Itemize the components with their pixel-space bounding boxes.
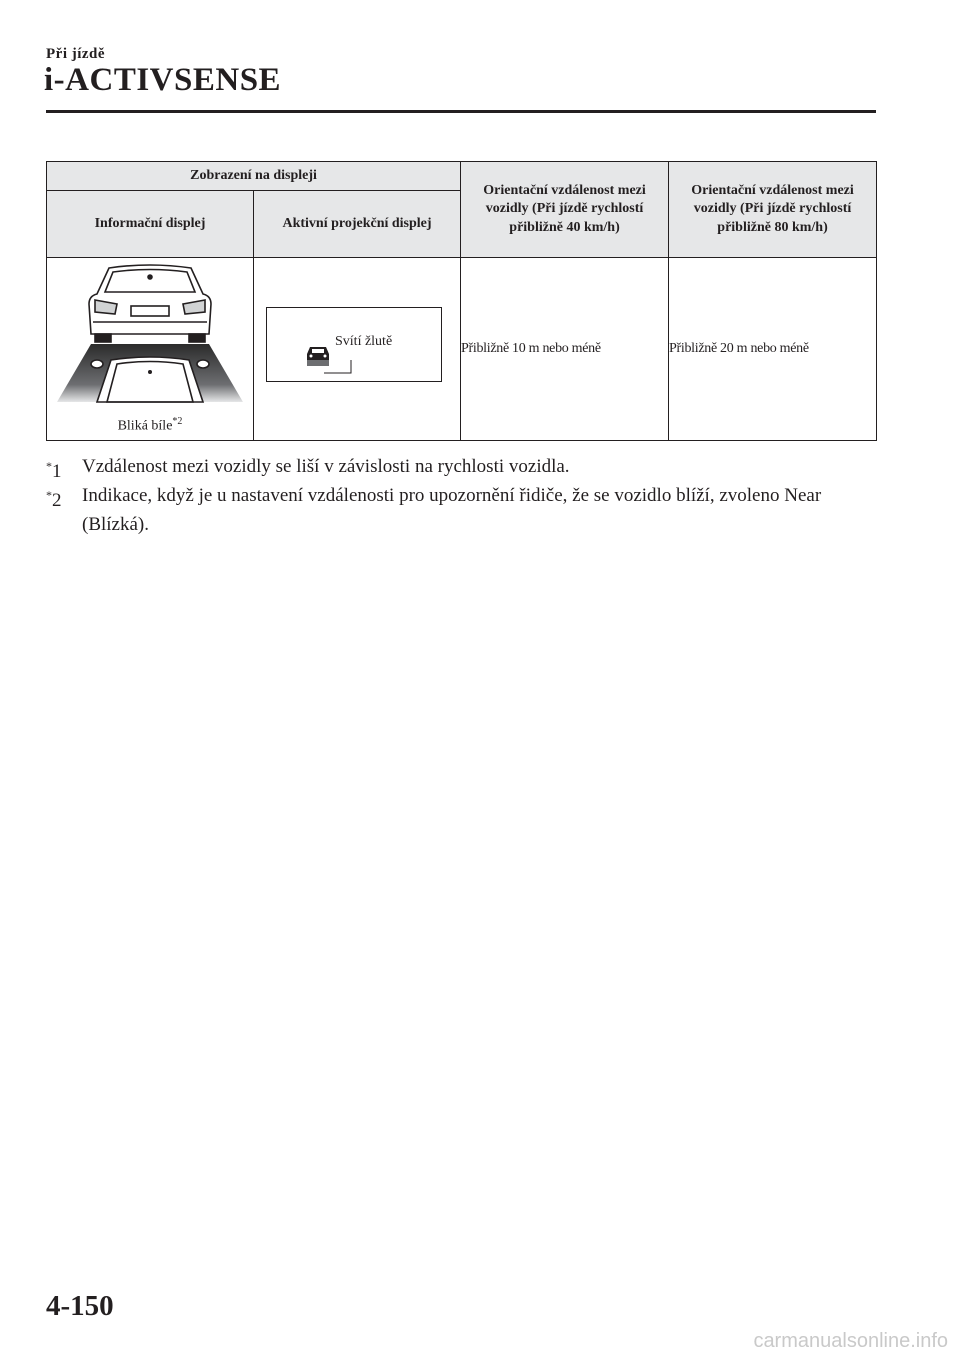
page-number: 4-150 [46,1290,114,1322]
info-display-header: Informační displej [47,191,254,258]
info-caption: Bliká bíle$^{*2}$ [117,416,183,434]
table-row [47,258,877,441]
footnote-2: *2 Indikace, když je u nastavení vzdálenosti pro upozornění řidiče, že se vozidlo blíží, zvoleno Near (Blízká). [46,485,822,535]
hud-caption: Svítí žlutě [335,334,393,349]
vehicle-distance-illustration [51,260,249,412]
distance-40-header: Orientační vzdálenost mezi vozidly (Při jízdě rychlostí přibližně 40 km/h) [461,162,669,258]
lead-car-icon [89,265,211,342]
callout-leader [323,360,353,374]
info-display-cell [47,258,254,441]
footnote-ref: *2 [172,416,183,427]
hud-screen [266,307,442,382]
hud-cell [254,258,461,441]
footnote-1: *1 Vzdálenost mezi vozidly se liší v závislosti na rychlosti vozidla. [46,456,570,482]
hud-header: Aktivní projekční displej [254,191,461,258]
indication-table [46,161,877,441]
header-rule [46,110,876,113]
distance-80-value: Přibližně 20 m nebo méně [669,258,877,441]
distance-80-header: Orientační vzdálenost mezi vozidly (Při jízdě rychlostí přibližně 80 km/h) [669,162,877,258]
display-header: Zobrazení na displeji [47,162,461,191]
watermark: carmanualsonline.info [753,1330,948,1352]
chapter-title: i-ACTIVSENSE [44,62,282,98]
footnotes [46,452,876,539]
section-label: Při jízdě [46,46,106,62]
distance-40-value: Přibližně 10 m nebo méně [461,258,669,441]
